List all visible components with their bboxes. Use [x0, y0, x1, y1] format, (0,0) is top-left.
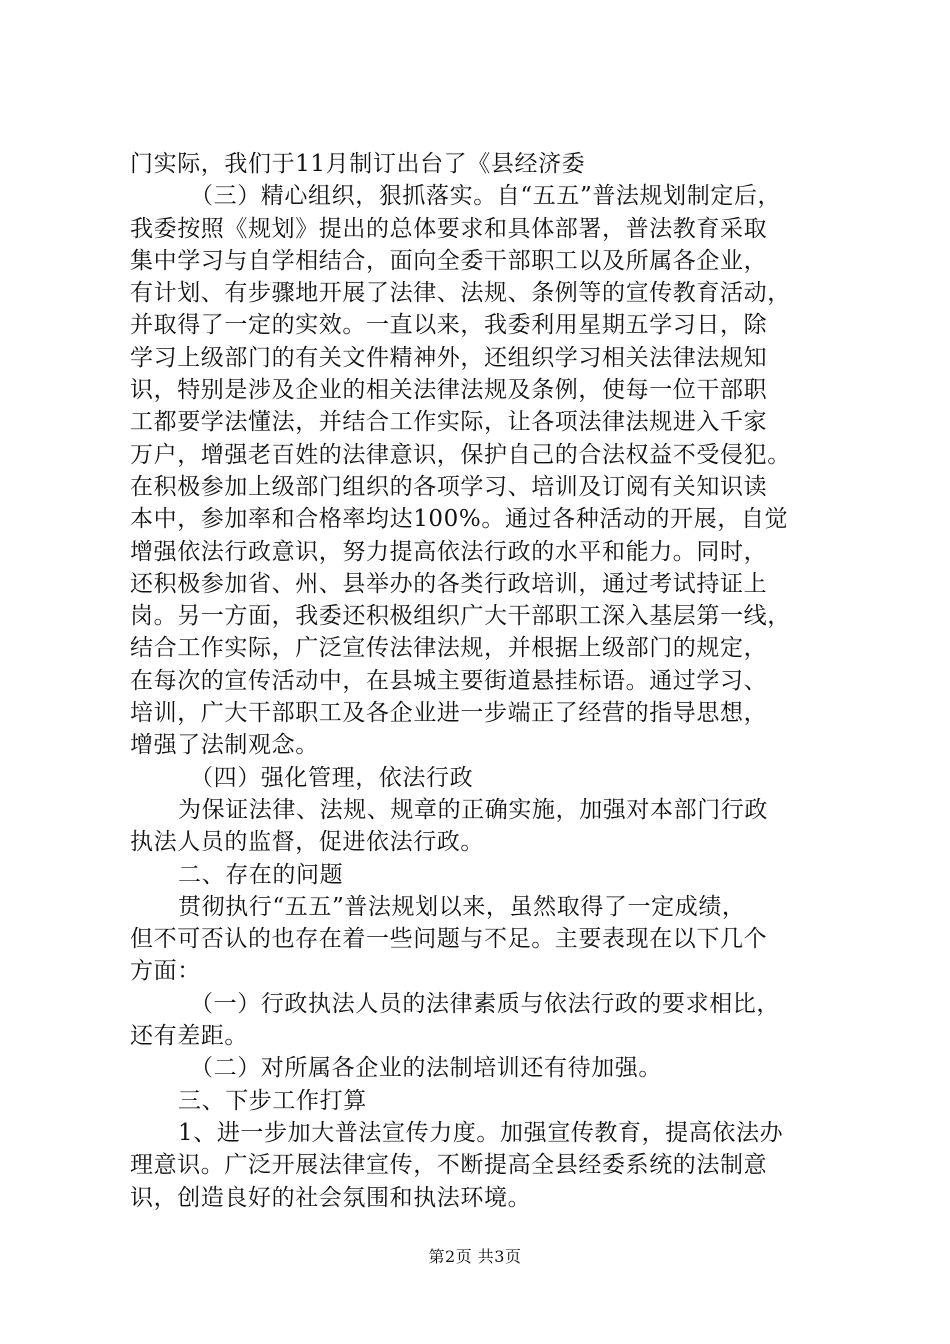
text-line: 培训，广大干部职工及各企业进一步端正了经营的指导思想， — [130, 700, 768, 727]
text-line: 还积极参加省、州、县举办的各类行政培训，通过考试持证上 — [130, 570, 768, 597]
text-line: 增强了法制观念。 — [130, 732, 319, 759]
document-body — [130, 148, 850, 1214]
text-line: 有计划、有步骤地开展了法律、法规、条例等的宣传教育活动， — [130, 280, 791, 307]
text-line: 执法人员的监督，促进依法行政。 — [130, 829, 484, 856]
text-line: 万户，增强老百姓的法律意识，保护自己的合法权益不受侵犯。 — [130, 441, 791, 468]
text-line: 在积极参加上级部门组织的各项学习、培训及订阅有关知识读 — [130, 473, 768, 500]
text-line: 贯彻执行“五五”普法规划以来，虽然取得了一定成绩， — [178, 893, 746, 920]
text-line: （四）强化管理，依法行政 — [190, 764, 474, 791]
text-line: 但不可否认的也存在着一些问题与不足。主要表现在以下几个 — [130, 926, 768, 953]
text-line: 学习上级部门的有关文件精神外，还组织学习相关法律法规知 — [130, 344, 768, 371]
text-line: 我委按照《规划》提出的总体要求和具体部署，普法教育采取 — [130, 215, 768, 242]
text-line: 岗。另一方面，我委还积极组织广大干部职工深入基层第一线， — [130, 603, 791, 630]
page-footer: 第2页 共3页 — [428, 1247, 522, 1266]
text-line: 结合工作实际，广泛宣传法律法规，并根据上级部门的规定， — [130, 635, 768, 662]
text-line: 识，特别是涉及企业的相关法律法规及条例，使每一位干部职 — [130, 377, 768, 404]
text-line: 集中学习与自学相结合，面向全委干部职工以及所属各企业， — [130, 247, 768, 274]
text-line: 在每次的宣传活动中，在县城主要街道悬挂标语。通过学习、 — [130, 667, 768, 694]
text-line: （三）精心组织，狠抓落实。自“五五”普法规划制定后， — [190, 183, 782, 210]
text-line: 增强依法行政意识，努力提高依法行政的水平和能力。同时， — [130, 538, 768, 565]
text-line: 二、存在的问题 — [178, 861, 344, 888]
text-line: 门实际，我们于11月制订出台了《县经济委 — [130, 151, 586, 177]
text-line: 本中，参加率和合格率均达100%。通过各种活动的开展，自觉 — [130, 506, 789, 533]
text-line: 工都要学法懂法，并结合工作实际，让各项法律法规进入千家 — [130, 409, 768, 436]
text-line: 理意识。广泛开展法律宣传，不断提高全县经委系统的法制意 — [130, 1152, 768, 1179]
text-line: 识，创造良好的社会氛围和执法环境。 — [130, 1184, 532, 1211]
text-line: 方面： — [130, 958, 201, 985]
text-line: 三、下步工作打算 — [178, 1087, 367, 1114]
text-line: （一）行政执法人员的法律素质与依法行政的要求相比， — [190, 990, 780, 1017]
text-line: 还有差距。 — [130, 1023, 248, 1050]
text-line: 1、进一步加大普法宣传力度。加强宣传教育，提高依法办 — [178, 1119, 784, 1146]
text-line: （二）对所属各企业的法制培训还有待加强。 — [190, 1055, 662, 1082]
text-line: 并取得了一定的实效。一直以来，我委利用星期五学习日，除 — [130, 312, 768, 339]
text-line: 为保证法律、法规、规章的正确实施，加强对本部门行政 — [178, 796, 768, 823]
